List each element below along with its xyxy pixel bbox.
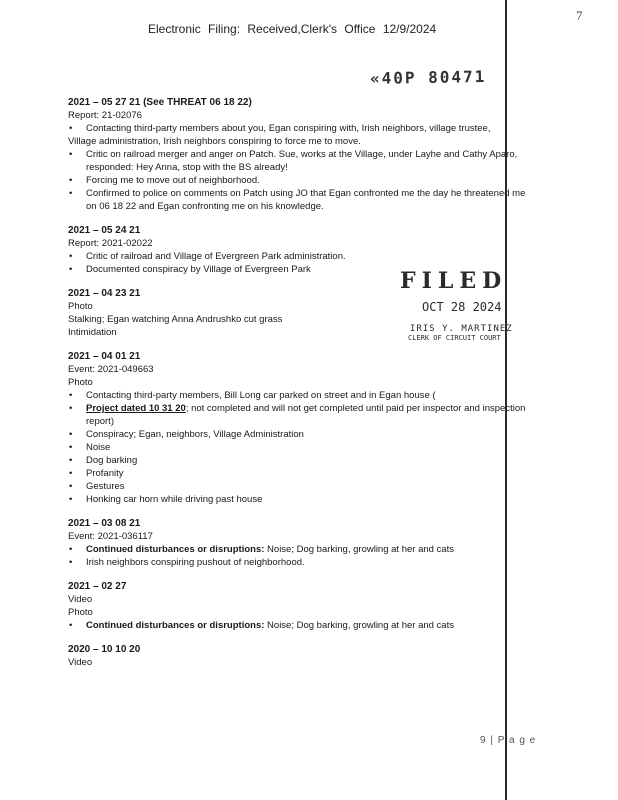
page-number: 9 | P a g e: [480, 735, 537, 746]
list-item: • Noise: [68, 441, 538, 454]
bold-prefix: Continued disturbances or disruptions:: [86, 544, 265, 555]
list-item: • Profanity: [68, 467, 538, 480]
disturbance-detail: Noise; Dog barking, growling at her and cats: [264, 544, 454, 555]
list-item: • Irish neighbors conspiring pushout of neighborhood.: [68, 556, 538, 569]
list-item: • Critic of railroad and Village of Evergreen Park administration.: [68, 250, 538, 263]
entry-2021-05-24: [68, 224, 538, 276]
entry-date: 2020 – 10 10 20: [68, 644, 141, 655]
document-stamp-number: «40P 80471: [369, 66, 487, 89]
underlined-project-date: Project dated 10 31 20: [86, 403, 186, 414]
list-item: • Critic on railroad merger and anger on Patch. Sue, works at the Village, under Layhe and Cathy Aparo, responded: Hey Anna, stop with the BS already!: [68, 148, 538, 174]
list-item: • Contacting third-party members, Bill Long car parked on street and in Egan house (: [68, 389, 538, 402]
list-item: [68, 402, 538, 428]
entry-line: Photo: [68, 607, 93, 618]
entry-2021-03-08: [68, 517, 538, 569]
entry-event: Event: 2021-049663: [68, 364, 154, 375]
list-item: [68, 543, 538, 556]
filed-stamp-word: FILED: [400, 268, 508, 294]
entry-report: Report: 2021-02022: [68, 238, 153, 249]
corner-number: 7: [576, 8, 583, 23]
list-item: [68, 619, 538, 632]
entry-event: Event: 2021-036117: [68, 531, 153, 542]
list-item: • Conspiracy; Egan, neighbors, Village Administration: [68, 428, 538, 441]
entry-2021-05-27: [68, 96, 538, 213]
list-item: • Contacting third-party members about you, Egan conspiring with, Irish neighbors, village trustee,: [68, 122, 538, 135]
entry-line: Intimidation: [68, 327, 117, 338]
list-item: • Documented conspiracy by Village of Evergreen Park: [68, 263, 538, 276]
bold-prefix: Continued disturbances or disruptions:: [86, 620, 265, 631]
entry-date: 2021 – 04 01 21: [68, 351, 141, 362]
list-item: • Gestures: [68, 480, 538, 493]
entry-date: 2021 – 03 08 21: [68, 518, 141, 529]
list-item: • Dog barking: [68, 454, 538, 467]
entry-line: Stalking; Egan watching Anna Andrushko cut grass: [68, 314, 283, 325]
entry-date: 2021 – 05 27 21 (See THREAT 06 18 22): [68, 97, 252, 108]
electronic-filing-header: Electronic Filing: Received,Clerk's Office 12/9/2024: [148, 22, 437, 36]
entry-2021-04-01: [68, 350, 538, 506]
list-item: • Confirmed to police on comments on Patch using JO that Egan confronted me the day he threatened me on 06 18 22 and Egan confronting me on his knowledge.: [68, 187, 538, 213]
list-item: • Forcing me to move out of neighborhood.: [68, 174, 538, 187]
entry-date: 2021 – 02 27: [68, 581, 127, 592]
entry-2020-10-10: [68, 643, 538, 669]
entry-date: 2021 – 05 24 21: [68, 225, 141, 236]
filed-stamp-clerk: IRIS Y. MARTINEZ: [410, 324, 513, 334]
entry-line: Video: [68, 657, 93, 668]
entry-2021-04-23: [68, 287, 538, 339]
entries-list: [68, 96, 538, 680]
list-item: • Honking car horn while driving past house: [68, 493, 538, 506]
list-item: Village administration, Irish neighbors conspiring to force me to move.: [68, 136, 361, 147]
filed-stamp-court: CLERK OF CIRCUIT COURT: [408, 334, 501, 342]
disturbance-detail: Noise; Dog barking, growling at her and cats: [264, 620, 454, 631]
entry-date: 2021 – 04 23 21: [68, 288, 141, 299]
entry-line: Video: [68, 594, 93, 605]
entry-2021-02-27: [68, 580, 538, 632]
entry-line: Photo: [68, 301, 93, 312]
project-detail: ; not completed and will not get completed until paid per inspector and inspection report): [86, 403, 526, 427]
entry-report: Report: 21-02076: [68, 110, 142, 121]
filed-stamp-date: OCT 28 2024: [422, 300, 502, 314]
entry-line: Photo: [68, 377, 93, 388]
